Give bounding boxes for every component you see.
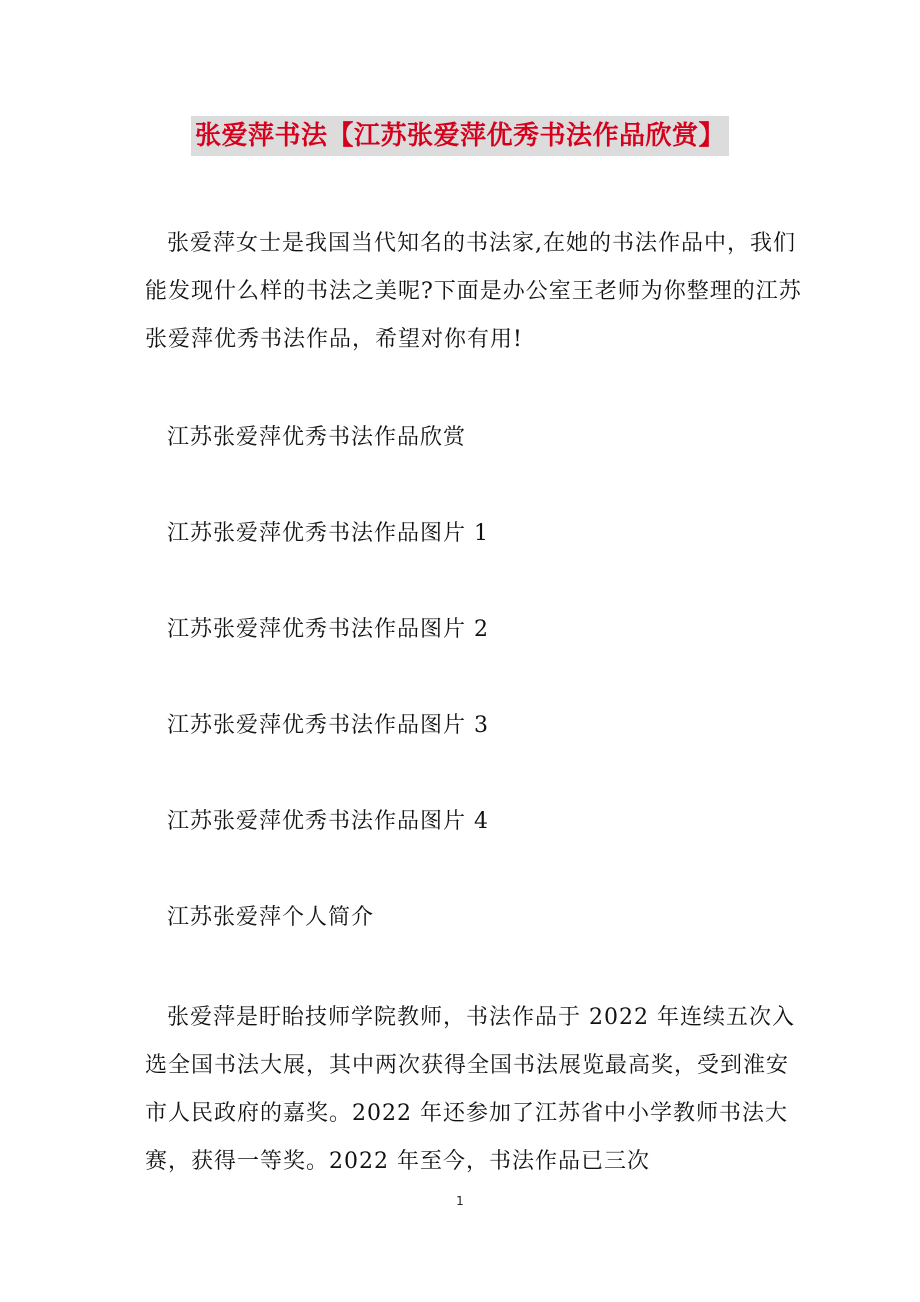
image-caption-4: 江苏张爱萍优秀书法作品图片 4 <box>167 809 489 834</box>
intro-paragraph <box>145 220 805 364</box>
section-heading-biography: 江苏张爱萍个人简介 <box>167 905 375 930</box>
page-number: 1 <box>456 1194 464 1208</box>
image-caption-1: 江苏张爱萍优秀书法作品图片 1 <box>167 521 489 546</box>
title-container <box>0 116 920 156</box>
image-caption-2: 江苏张爱萍优秀书法作品图片 2 <box>167 617 489 642</box>
intro-text: 张爱萍女士是我国当代知名的书法家,在她的书法作品中，我们能发现什么样的书法之美呢?下面是办公室王老师为你整理的江苏张爱萍优秀书法作品，希望对你有用! <box>145 231 802 352</box>
section-heading-appreciation: 江苏张爱萍优秀书法作品欣赏 <box>167 425 467 450</box>
image-caption-3: 江苏张爱萍优秀书法作品图片 3 <box>167 713 489 738</box>
document-title: 张爱萍书法【江苏张爱萍优秀书法作品欣赏】 <box>191 116 729 156</box>
bio-paragraph <box>145 994 805 1186</box>
bio-text: 张爱萍是盱眙技师学院教师，书法作品于 2022 年连续五次入选全国书法大展，其中两次获得全国书法展览最高奖，受到淮安市人民政府的嘉奖。2022 年还参加了江苏省中小学教师书法大赛，获得一等奖。2022 年至今，书法作品已三次 <box>145 1005 795 1174</box>
